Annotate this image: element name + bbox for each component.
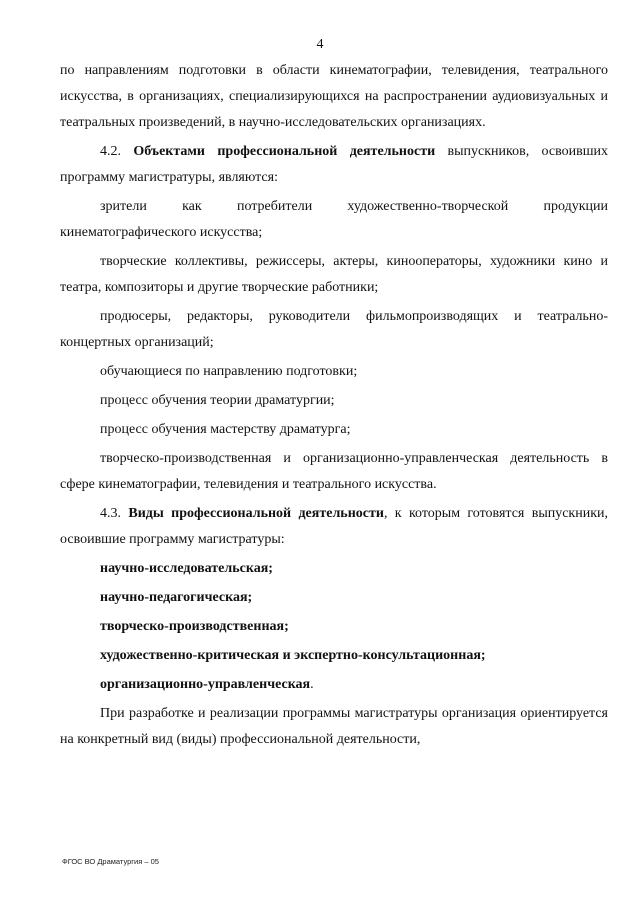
list-item-object-4: обучающиеся по направлению подготовки;	[100, 364, 358, 379]
list-item-object-6: процесс обучения мастерству драматурга;	[100, 422, 351, 437]
list-item-activity-5-text: организационно-управленческая	[100, 677, 311, 692]
list-item-activity-3: творческо-производственная;	[100, 619, 289, 634]
section-4-2-number: 4.2.	[100, 144, 121, 159]
list-item-activity-4: художественно-критическая и экспертно-консультационная;	[100, 648, 486, 663]
section-4-2-text: выпускников, освоивших программу магистратуры, являются:	[60, 144, 609, 185]
list-item-object-5: процесс обучения теории драматургии;	[100, 393, 335, 408]
list-item-object-2: творческие коллективы, режиссеры, актеры, кинооператоры, художники кино и театра, композиторы и другие творческие работники;	[60, 254, 608, 295]
list-item-object-7: творческо-производственная и организационно-управленческая деятельность в сфере кинематографии, телевидения и театрального искусства.	[60, 451, 608, 492]
section-4-3-heading: Виды профессиональной деятельности	[128, 506, 384, 521]
section-4-3-text: , к которым готовятся выпускники, освоившие программу магистратуры:	[60, 506, 609, 547]
document-footer: ФГОС ВО Драматургия – 05	[62, 857, 159, 866]
section-4-3-number: 4.3.	[100, 506, 121, 521]
list-item-activity-2: научно-педагогическая;	[100, 590, 253, 605]
list-item-activity-5	[60, 672, 608, 698]
page-number: 4	[316, 37, 324, 52]
list-item-activity-1: научно-исследовательская;	[100, 561, 273, 576]
intro-paragraph: по направлениям подготовки в области кинематографии, телевидения, театрального искусства, в организациях, специализирующихся на распространении аудиовизуальных и театральных произведений, в научно-исследовательских организациях.	[60, 63, 608, 130]
section-4-2-heading: Объектами профессиональной деятельности	[133, 144, 436, 159]
document-body	[60, 58, 608, 753]
list-item-activity-5-period: .	[310, 677, 314, 692]
section-4-2-paragraph	[60, 139, 608, 191]
closing-paragraph: При разработке и реализации программы магистратуры организация ориентируется на конкретный вид (виды) профессиональной деятельности,	[60, 706, 608, 747]
list-item-object-1: зрители как потребители художественно-творческой продукции кинематографического искусства;	[60, 199, 608, 240]
list-item-object-3: продюсеры, редакторы, руководители фильмопроизводящих и театрально-концертных организаций;	[60, 309, 608, 350]
section-4-3-paragraph	[60, 501, 608, 553]
